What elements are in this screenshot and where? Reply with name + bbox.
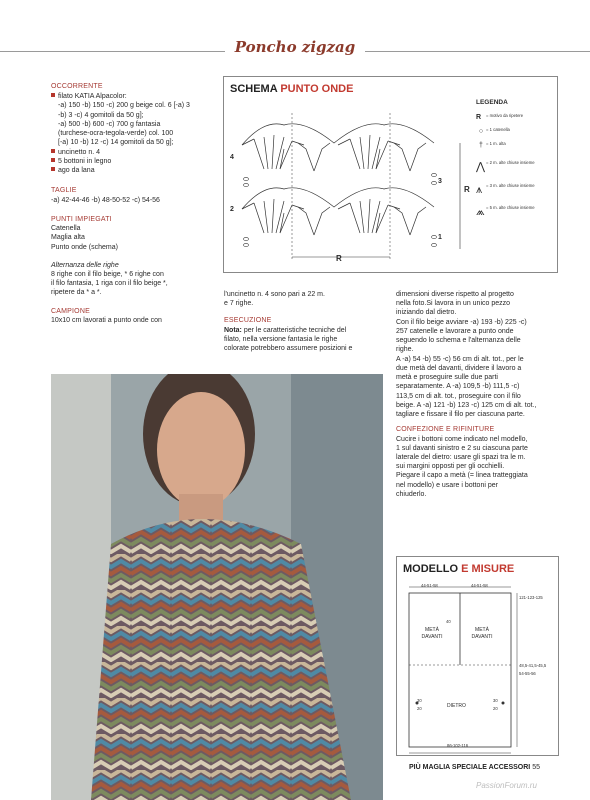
- dim-right-low: 54-55-56: [519, 671, 536, 676]
- modello-title: MODELLO E MISURE: [403, 563, 515, 575]
- dc3tog-icon: ⩚: [476, 183, 483, 196]
- campione-heading: CAMPIONE: [51, 307, 90, 315]
- dim-bottom: 86-102-116: [447, 743, 469, 748]
- chain-icon: ○: [478, 127, 484, 135]
- repeat-label-side: R: [464, 185, 470, 194]
- schema-title: SCHEMA PUNTO ONDE: [230, 83, 354, 95]
- dc5tog-icon: ⩕: [476, 206, 485, 219]
- row-label-3: 3: [438, 178, 442, 185]
- dim-right-top: 121-123-125: [519, 595, 543, 600]
- occorrente-heading: OCCORRENTE: [51, 83, 103, 90]
- confezione-heading: CONFEZIONE E RIFINITURE: [396, 426, 495, 434]
- schema-box: [223, 76, 558, 273]
- dim-side-a-left: 30: [417, 698, 422, 703]
- front-right-label: METÀ DAVANTI: [471, 627, 493, 640]
- dim-right-mid: 48,5-41,5-45,5: [519, 663, 547, 668]
- modello-box: [396, 556, 559, 756]
- row-label-4: 4: [230, 154, 234, 161]
- legend-item: ⋀ = 2 m. alte chiuse insieme: [476, 160, 535, 174]
- punti-heading: PUNTI IMPIEGATI: [51, 215, 112, 223]
- legend-item: † = 1 m. alta: [476, 141, 556, 150]
- dim-side-b-left: 20: [417, 706, 422, 711]
- page-title: Poncho zigzag: [234, 38, 356, 56]
- legend-item: ○ = 1 catenella: [476, 127, 556, 136]
- legend-item: R = motivo da ripetere: [476, 112, 524, 121]
- dim-side-b-right: 20: [493, 706, 498, 711]
- material-item: uncinetto n. 4: [51, 148, 221, 157]
- row-label-1: 1: [438, 234, 442, 241]
- taglie-text: -a) 42-44-46 -b) 48-50-52 -c) 54-56: [51, 196, 160, 204]
- legend-item: ⩕ = 5 m. alte chiuse insieme: [476, 205, 535, 219]
- esecuzione-heading: ESECUZIONE: [224, 317, 272, 325]
- row-label-2: 2: [230, 206, 234, 213]
- dc2tog-icon: ⋀: [476, 161, 486, 174]
- dim-side-c: 40: [446, 619, 451, 624]
- back-label: DIETRO: [447, 703, 466, 709]
- page-footer: PIÙ MAGLIA SPECIALE ACCESSORI 55: [409, 764, 540, 771]
- left-column: OCCORRENTE filato KATIA Alpacolor: -a) 150 -b) 150 -c) 200 g beige col. 6 [-a) 3 -b) 3 -c) 4 gomitoli da 50 g]; -a) 500 -b) 600 -c) 700 g fantasia (turchese-ocra-tegola-verde) col. 100 [-a) 10 -b) 12 -c) 14 gomitoli da 50 g]; uncinetto n. 4 5 bottoni in legno ago da lana TAGLIE -a) 42-44-46 -b) 48-50-52 -c) 54-56 PUNTI IMPIEGATI Catenella Maglia alta Punto onde (schema) Alternanza delle righe 8 righe con il filo beige, * 6 righe con il filo fantasia, 1 riga con il filo beige *, ripetere da * a *. CAMPIONE 10x10 cm lavorati a punto onde con: [51, 82, 221, 325]
- watermark: PassionForum.ru: [476, 781, 537, 790]
- material-item: filato KATIA Alpacolor:: [51, 92, 221, 101]
- legend-item: ⩚ = 3 m. alte chiuse insieme: [476, 182, 535, 196]
- material-item: 5 bottoni in legno: [51, 157, 221, 166]
- middle-column: l'uncinetto n. 4 sono pari a 22 m. e 7 righe. ESECUZIONE Nota: per le caratteristiche tecniche del filato, nella versione fantasia le righe colorate potrebbero assumere posizioni e: [224, 290, 374, 353]
- double-crochet-icon: †: [479, 142, 483, 150]
- legend: [476, 99, 556, 220]
- woman-in-poncho-image: [51, 374, 383, 800]
- dim-top-right: 44-51-58: [471, 583, 488, 588]
- dim-top-left: 44-51-58: [421, 583, 438, 588]
- right-column: dimensioni diverse rispetto al progetto nella foto.Si lavora in un unico pezzo iniziando dal dietro. Con il filo beige avviare -a) 193 -b) 225 -c) 257 catenelle e lavorare a punto onde seguendo lo schema e l'alternanza delle righe. A -a) 54 -b) 55 -c) 56 cm di alt. tot., per le due metà del davanti, dividere il lavoro a metà e proseguire sulle due parti separatamente. A -a) 109,5 -b) 111,5 -c) 113,5 cm di alt. tot., proseguire con il filo beige. A -a) 121 -b) 123 -c) 125 cm di alt. tot., tagliare e fissare il filo per ciascuna parte. CONFEZIONE E RIFINITURE Cucire i bottoni come indicato nel modello, 1 sul davanti sinistro e 2 su ciascuna parte laterale del dietro: usare gli spazi tra le m. sui margini opposti per gli occhielli. Piegare il capo a metà (= linea tratteggiata nel modello) e usare i bottoni per chiuderlo.: [396, 290, 561, 499]
- taglie-heading: TAGLIE: [51, 187, 77, 195]
- material-item: ago da lana: [51, 166, 221, 175]
- materials-list: filato KATIA Alpacolor: -a) 150 -b) 150 -c) 200 g beige col. 6 [-a) 3 -b) 3 -c) 4 gomitoli da 50 g]; -a) 500 -b) 600 -c) 700 g fantasia (turchese-ocra-tegola-verde) col. 100 [-a) 10 -b) 12 -c) 14 gomitoli da 50 g]; uncinetto n. 4 5 bottoni in legno ago da lana: [51, 92, 221, 175]
- dim-side-a-right: 30: [493, 698, 498, 703]
- stitch-diagram: [224, 99, 474, 269]
- model-photo: [51, 374, 383, 800]
- legend-heading: LEGENDA: [476, 99, 508, 106]
- alternanza-heading: Alternanza delle righe: [51, 261, 119, 269]
- repeat-label-bottom: R: [336, 254, 342, 263]
- front-left-label: METÀ DAVANTI: [421, 627, 443, 640]
